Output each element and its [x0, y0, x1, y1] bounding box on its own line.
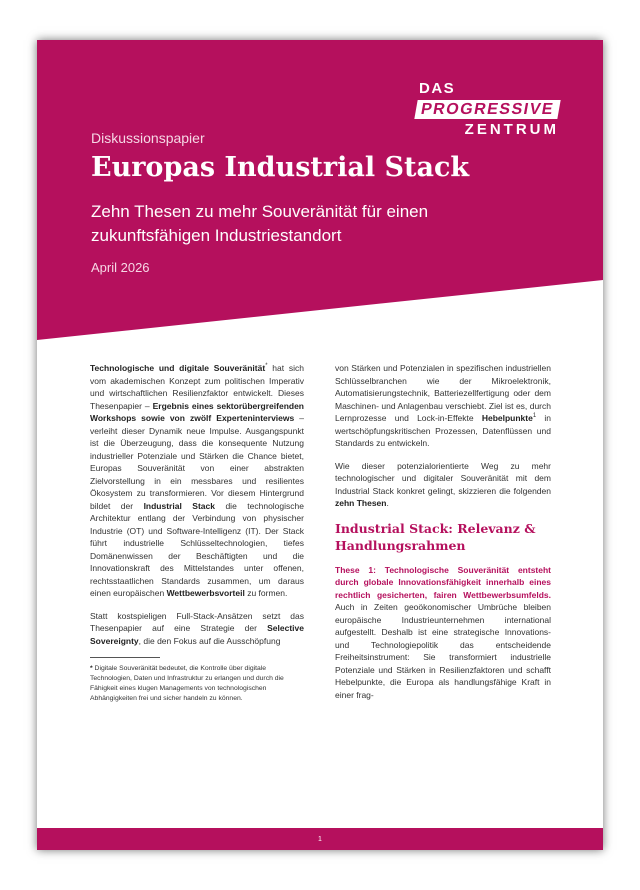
section-heading: Industrial Stack: Relevanz & Handlungsrahmen [335, 520, 536, 553]
footnote: * Digitale Souveränität bedeutet, die Kontrolle über digitale Technologien, Daten und Infrastruktur zu erlangen und durch die Fähigkeit eines klugen Managements von technologischen Abhängigkeiten frei und sicher handeln zu können. [90, 665, 284, 702]
thesis-1-paragraph: These 1: Technologische Souveränität entsteht durch globale Innovationsfähigkeit innerhalb eines rechtlich gesicherten, fairen Wettbewerbsumfelds. Auch in Zeiten geoökonomischer Umbrüche bleiben europäische Industrieunternehmen international aufgestellt. Deshalb ist eine strategische Innovations- und Technologiepolitik das entscheidende Freiheitsinstrument: Sie transformiert industrielle Potenziale und Stärken in Resilienzfaktoren und schafft Hebelpunkte, die Europa als handlungsfähige Kraft in einer frag- [335, 564, 551, 700]
footer-bar [37, 828, 603, 850]
strategy-paragraph: Statt kostspieligen Full-Stack-Ansätzen setzt das Thesenpapier auf eine Strategie der Selective Sovereignty, die den Fokus auf die Ausschöpfung [90, 610, 304, 646]
intro-paragraph: Technologische und digitale Souveränität* hat sich vom akademischen Konzept zum politischen Imperativ und wirtschaftlichen Resilienzfaktor entwickelt. Dieses Thesenpapier – Ergebnis eines sektorübergreifenden Workshops sowie von zwölf Experteninterviews – verleiht dieser Dynamik neue Impulse. Ausgangspunkt ist die Überzeugung, dass die konsequente Nutzung industrieller Potenziale und Stärken die Chance bietet, Europas Souveränität von einer abstrakten Zielvorstellung in ein messbares und resilientes Ökosystem zu transformieren. Vor diesem Hintergrund bildet der Industrial Stack die technologische Architektur entlang der Verbindung von physischer Industrie (OT) und Software-Intelligenz (IT). Der Stack führt industrielle Schlüsseltechnologien, tiefes Domänenwissen der Beschäftigten und die Innovationskraft des Mittelstandes unter offenen, rechtsstaatlichen Standards zusammen, um daraus einen europäischen Wettbewerbsvorteil zu formen. [90, 363, 305, 598]
theses-intro-paragraph: Wie dieser potenzialorientierte Weg zu mehr technologischer und digitaler Souveränität mit dem Industrial Stack konkret gelingt, skizzieren die folgenden zehn Thesen. [335, 460, 551, 508]
left-column [90, 362, 304, 704]
document-subtitle: Zehn Thesen zu mehr Souveränität für einen zukunftsfähigen Industriestandort [91, 202, 429, 245]
logo-das-progressive-zentrum: DAS PROGRESSIVE ZENTRUM [409, 80, 559, 139]
document-type: Diskussionspapier [91, 130, 205, 146]
document-page [37, 40, 603, 850]
footnote-divider [90, 657, 160, 658]
publication-date: April 2026 [91, 260, 150, 275]
continuation-paragraph: von Stärken und Potenzialen in spezifischen industriellen Schlüsselbranchen wie der Mikroelektronik, Automatisierungstechnik, Batteriezellfertigung oder dem Maschinen- und Anlagenbau verschiebt. Ziel ist es, durch Lernprozesse und Lock-in-Effekte Hebelpunkte$^1$ in wertschöpfungskritischen Prozessen, Datenflüssen und Standards zu entwickeln. [335, 363, 552, 448]
right-column [335, 362, 551, 711]
document-title: Europas Industrial Stack [91, 152, 470, 183]
page-number: 1 [318, 835, 322, 843]
